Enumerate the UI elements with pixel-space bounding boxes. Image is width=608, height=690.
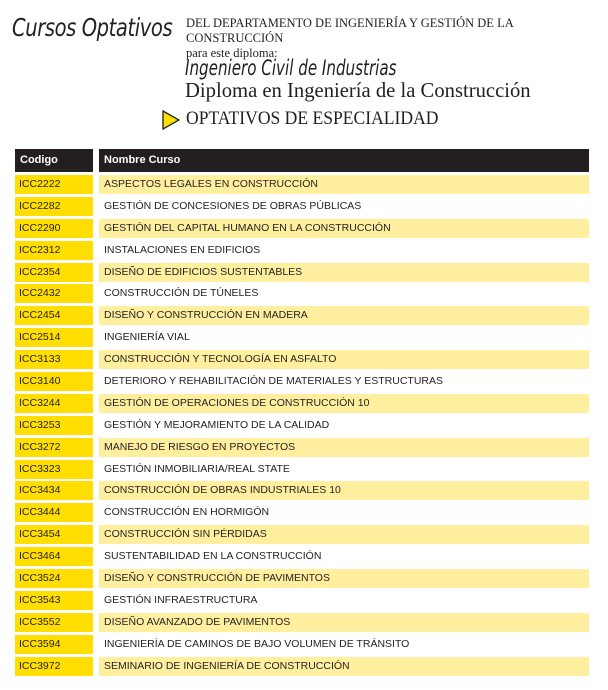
table-row [15,525,589,544]
table-row [15,481,589,500]
table-row [15,591,589,610]
degree-name: Ingeniero Civil de Industrias [185,56,397,80]
table-body [15,175,589,676]
course-code: ICC3524 [15,569,93,588]
course-code: ICC3972 [15,657,93,676]
script-title: Cursos Optativos [12,13,173,42]
table-row [15,657,589,676]
course-name: CONSTRUCCIÓN Y TECNOLOGÍA EN ASFALTO [99,350,589,369]
department-text [186,16,606,61]
course-name: GESTIÓN INFRAESTRUCTURA [104,593,258,606]
course-code: ICC3454 [15,525,93,544]
course-name: INGENIERÍA VIAL [104,331,190,344]
table-row [15,263,589,282]
course-code: ICC3434 [15,481,93,500]
course-code: ICC2222 [15,175,93,194]
column-header-name: Nombre Curso [99,149,589,172]
department-line: DEL DEPARTAMENTO DE INGENIERÍA Y GESTIÓN DE LA CONSTRUCCIÓN [186,16,514,45]
table-row [15,197,589,216]
section-heading [162,109,452,130]
course-name: SUSTENTABILIDAD EN LA CONSTRUCCIÓN [104,550,322,563]
course-name: GESTIÓN DE CONCESIONES DE OBRAS PÚBLICAS [104,199,362,212]
course-code: ICC3444 [15,503,93,522]
table-row [15,219,589,238]
table-row [15,569,589,588]
table-row [15,284,589,303]
table-row [15,394,589,413]
course-name: MANEJO DE RIESGO EN PROYECTOS [99,438,589,457]
course-code: ICC2354 [15,263,93,282]
table-row [15,547,589,566]
course-code: ICC2290 [15,219,93,238]
table-row [15,613,589,632]
course-name: DETERIORO Y REHABILITACIÓN DE MATERIALES Y ESTRUCTURAS [104,375,443,388]
table-header [15,149,589,172]
course-code: ICC3253 [15,416,93,435]
table-row [15,416,589,435]
course-code: ICC2312 [15,241,93,260]
course-code: ICC3594 [15,635,93,654]
table-row [15,175,589,194]
course-name: GESTIÓN Y MEJORAMIENTO DE LA CALIDAD [104,418,330,431]
table-row [15,328,589,347]
section-label: OPTATIVOS DE ESPECIALIDAD [186,109,439,129]
table-row [15,438,589,457]
course-name: ASPECTOS LEGALES EN CONSTRUCCIÓN [99,175,589,194]
course-code: ICC2432 [15,284,93,303]
triangle-bullet-icon [162,110,180,130]
course-code: ICC3140 [15,372,93,391]
table-row [15,306,589,325]
table-row [15,635,589,654]
course-name: CONSTRUCCIÓN SIN PÉRDIDAS [99,525,589,544]
course-name: INGENIERÍA DE CAMINOS DE BAJO VOLUMEN DE TRÁNSITO [104,637,410,650]
course-name: DISEÑO Y CONSTRUCCIÓN EN MADERA [99,306,589,325]
course-code: ICC2282 [15,197,93,216]
course-name: CONSTRUCCIÓN DE TÚNELES [104,287,259,300]
course-name: DISEÑO Y CONSTRUCCIÓN DE PAVIMENTOS [99,569,589,588]
column-header-code: Codigo [15,149,93,172]
courses-table [15,149,589,678]
course-name: CONSTRUCCIÓN DE OBRAS INDUSTRIALES 10 [99,481,589,500]
course-name: DISEÑO AVANZADO DE PAVIMENTOS [99,613,589,632]
course-code: ICC3543 [15,591,93,610]
table-row [15,350,589,369]
table-row [15,503,589,522]
table-row [15,460,589,479]
course-code: ICC3552 [15,613,93,632]
table-row [15,372,589,391]
course-name: SEMINARIO DE INGENIERÍA DE CONSTRUCCIÓN [99,657,589,676]
course-code: ICC3133 [15,350,93,369]
diploma-title: Diploma en Ingeniería de la Construcción [185,78,531,102]
table-row [15,241,589,260]
course-name: CONSTRUCCIÓN EN HORMIGÓN [104,506,270,519]
course-code: ICC2514 [15,328,93,347]
course-code: ICC2454 [15,306,93,325]
course-name: DISEÑO DE EDIFICIOS SUSTENTABLES [99,263,589,282]
course-code: ICC3464 [15,547,93,566]
diploma-intro-line: para este diploma: [186,46,278,60]
course-code: ICC3272 [15,438,93,457]
course-name: GESTIÓN DEL CAPITAL HUMANO EN LA CONSTRUCCIÓN [99,219,589,238]
course-name: GESTIÓN INMOBILIARIA/REAL STATE [104,462,290,475]
course-code: ICC3244 [15,394,93,413]
course-name: GESTIÓN DE OPERACIONES DE CONSTRUCCIÓN 10 [99,394,589,413]
course-code: ICC3323 [15,460,93,479]
course-name: INSTALACIONES EN EDIFICIOS [104,243,261,256]
